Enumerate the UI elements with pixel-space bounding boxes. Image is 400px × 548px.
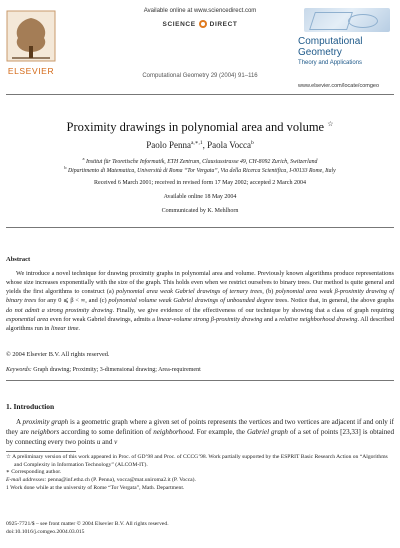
paper-title [0,120,400,135]
abstract-run: even for weak Gabriel drawings, admits a [48,315,157,323]
abstract-emphasis: relative neighborhood drawing [279,315,358,323]
affiliation-a-mark: a [82,156,85,161]
author-list [0,140,400,150]
abstract-bottom-rule [6,380,394,381]
journal-citation: Computational Geometry 29 (2004) 91–116 [142,73,258,79]
abstract-emphasis: polynomial volume weak Gabriel drawings of unbounded degree [108,297,274,305]
bottom-info [6,520,169,536]
affiliation-a [0,156,400,165]
intro-run: A [16,418,23,426]
footnote-corresponding: ∗ Corresponding author. [6,469,62,476]
author-1: Paolo Penna [146,140,191,150]
abstract-top-rule [6,227,394,228]
footnote-email-text: penna@inf.ethz.ch (P. Penna), vocca@mat.uniroma2.it (P. Vocca). [46,477,196,484]
intro-emphasis: Gabriel graph [246,428,288,437]
available-online-date: Available online 18 May 2004 [163,194,237,200]
intro-run: is a geometric graph where a given set of points represents the vertices and two vertices are adjacent if and only if they are [6,418,394,437]
journal-title-line2: Geometry [298,47,342,58]
sd-right-text: DIRECT [209,20,238,28]
footnote-email-label: E-mail addresses: [6,477,47,484]
abstract-run: We introduce a novel technique for drawing proximity graphs in polynomial area and volume. Previously known algorithms produce representations whose size increases exponentially with the size of the graph. This holds even when we restrict ourselves to binary trees. Our method is quite general and yields the first algorithms to construct (a) [6,270,394,296]
sciencedirect-logo [146,18,254,30]
intro-run: and [100,438,115,447]
introduction-body [6,417,394,448]
abstract-run: . Finally, we give evidence of the effectiveness of our technique by showing that a class of graph requiring [112,306,394,314]
affiliation-b-mark: b [64,165,67,170]
keywords-list: Graph drawing; Proximity; 3-dimensional drawing; Area-requirement [31,367,201,373]
available-online-text: Available online at www.sciencedirect.com [143,8,257,14]
sd-left-text: SCIENCE [162,20,196,28]
intro-math-var: u [96,438,101,447]
issn-line: 0925-7721/$ – see front matter © 2004 Elsevier B.V. All rights reserved. [6,521,169,527]
intro-run: . For example, the [192,428,247,437]
footnote-1: 1 Work done while at the university of Rome “Tor Vergata”, Math. Department. [6,484,185,491]
intro-emphasis: neighbors [30,428,60,437]
journal-cover-image [304,8,390,32]
abstract-emphasis: do not admit a strong proximity drawing [6,306,113,314]
abstract-body [6,269,394,333]
doi-line: doi:10.1016/j.comgeo.2004.03.015 [6,529,85,535]
abstract-run: and a [262,315,280,323]
abstract-run: for any 0 ⩽ β < ∞, and (c) [36,297,109,305]
paper-title-text: Proximity drawings in polynomial area and volume [66,120,325,135]
abstract-emphasis: polynomial area weak β-proximity drawing of binary trees [6,288,394,305]
abstract-heading: Abstract [6,256,31,263]
intro-emphasis: neighborhood [153,428,193,437]
publisher-name: ELSEVIER [7,66,55,76]
abstract-emphasis: linear time [50,324,79,332]
footnotes [6,454,394,493]
abstract-emphasis: linear-volume strong β-proximity drawing [156,315,263,323]
elsevier-tree-logo [6,10,56,62]
communicated-by: Communicated by K. Mehlhorn [161,208,239,214]
abstract-run: . All described algorithms run in [6,315,395,332]
sd-dot-icon [199,20,207,28]
author-2-marks: b [251,140,254,146]
journal-url: www.elsevier.com/locate/comgeo [298,83,380,89]
abstract-run: . [78,324,80,332]
abstract-emphasis: polynomial area weak Gabriel drawings of ternary trees [115,288,263,296]
author-2: Paola Vocca [207,140,252,150]
affiliation-b-text: Dipartimento di Matematica, Università di Roma “Tor Vergata”, Via della Ricerca Scientifica, I-00133 Rome, Italy [67,167,336,174]
abstract-run: trees. Notice that, in general, the above graphs [273,297,395,305]
title-footnote-mark: ☆ [327,120,334,128]
intro-run: of a set of points [23,33] is obtained by connecting every two points [6,428,394,447]
author-1-marks: a,∗,1 [190,140,203,146]
journal-header [0,0,400,96]
abstract-run: , (b) [262,288,276,296]
affiliation-a-text: Institut für Teoretische Informatik, ETH Zentrum, Clausiusstrasse 49, CH-8092 Zurich, Switzerland [85,158,318,165]
copyright-notice: © 2004 Elsevier B.V. All rights reserved. [6,351,110,358]
journal-subtitle: Theory and Applications [298,60,363,66]
footnote-emails [6,477,394,485]
footnote-rule [6,451,76,452]
introduction-heading: 1. Introduction [6,402,55,411]
keywords-label: Keywords: [6,367,32,373]
journal-title-line1: Computational [298,36,363,47]
keywords-line [6,367,201,373]
received-dates: Received 6 March 2001; received in revised form 17 May 2002; accepted 2 March 2004 [94,180,306,186]
journal-title [298,36,390,58]
abstract-emphasis: exponential area [6,315,49,323]
header-rule [6,94,394,95]
affiliation-b [0,165,400,174]
intro-math-var: v [114,438,118,447]
footnote-star: ☆ A preliminary version of this work appeared in Proc. of GD’98 and Proc. of CCCG’98. Work partially supported by the ESPRIT Basic Research Action on “Algorithms and Complexity in Information Technology” (ALCOM-IT). [6,454,388,468]
intro-emphasis: proximity graph [22,418,69,426]
author-separator: , [202,140,208,150]
intro-run: according to some definition of [59,428,154,437]
